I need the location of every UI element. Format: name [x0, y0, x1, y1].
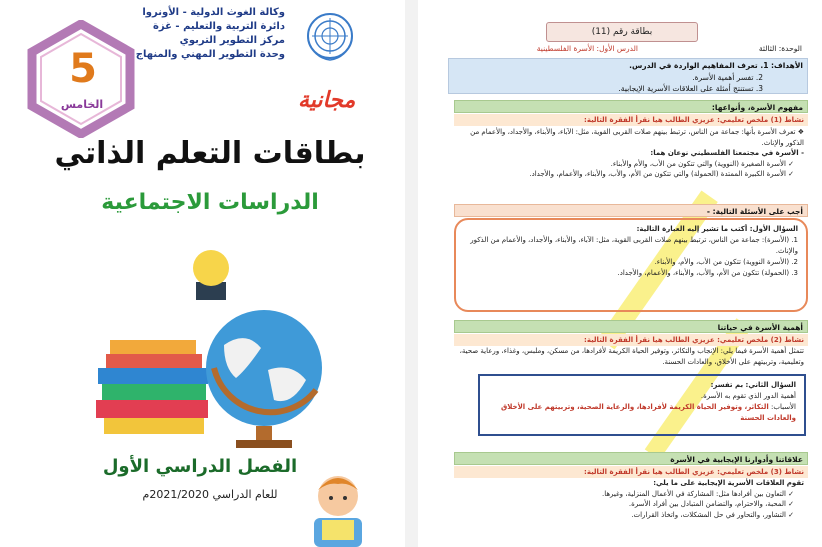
un-emblem-icon: [304, 10, 356, 62]
brand-logo: مجانية: [298, 88, 356, 113]
activity-heading: نشاط (3) ملخص تعليمي: عزيزي الطالب هيا نقرأ الفقرة التالية:: [454, 466, 808, 478]
section-heading: أهمية الأسرة في حياتنا: [454, 320, 808, 333]
list-item: ✓ التعاون بين أفرادها مثل: المشاركة في الأعمال المنزلية، وغيرها.: [601, 489, 794, 498]
goal-item: الأهداف: 1. تعرف المفاهيم الواردة في الدرس.: [629, 61, 803, 70]
list-item: ✓ التشاور، والتحاور في حل المشكلات، واتخاذ القرارات.: [631, 510, 794, 519]
question-title: السؤال الثاني: بم تفسر:: [710, 381, 796, 389]
answer-label: الأسباب: [773, 403, 796, 411]
org-line: دائرة التربية والتعليم - غزة: [153, 21, 285, 32]
question-item: 2. (الأسرة النووية) تتكون من الأب، والأم، والأبناء.: [654, 258, 798, 266]
answer-text: التكاثر، وتوفير الحياة الكريمة لأفرادها، والرعاية الصحية، وتربيتهم على الأخلاق والعادات الحسنة: [500, 403, 796, 422]
cover-subject: الدراسات الاجتماعية: [101, 190, 319, 215]
card-title: بطاقة رقم (11): [546, 22, 698, 42]
goal-item: 3. تستنتج أمثلة على العلاقات الأسرية الإيجابية.: [618, 84, 763, 93]
reading-child-illustration: [298, 470, 378, 547]
paragraph: - الأسرة في مجتمعنا الفلسطيني نوعان هما:: [650, 149, 804, 157]
paragraph: ✓ الأسرة الصغيرة (النووية) والتي تتكون من الأب، والأم والأبناء.: [610, 159, 794, 168]
list-item: ✓ المحبة، والاحترام، والتضامن المتبادل بين أفراد الأسرة.: [628, 500, 794, 508]
grade-number: 5: [69, 46, 97, 92]
goal-item: 2. تفسر أهمية الأسرة.: [692, 72, 763, 82]
lesson-label: الدرس الأول: الأسرة الفلسطينية: [536, 44, 638, 53]
question-item: 1. (الأسرة): جماعة من الناس، ترتبط بينهم صلات القربى القوية، مثل: الآباء، والأبناء، والأجداد، والأعمام من الذكور والإناث.: [470, 236, 798, 255]
section-heading: مفهوم الأسرة، وأنواعها:: [454, 100, 808, 113]
unit-label: الوحدة: الثالثة: [758, 44, 802, 53]
activity-text: [454, 478, 808, 520]
lesson-page: [418, 0, 822, 547]
question-title: السؤال الأول: أكتب ما تشير إليه العبارة التالية:: [636, 225, 798, 233]
activity-heading: نشاط (2) ملخص تعليمي: عزيزي الطالب هيا نقرأ الفقرة التالية:: [454, 334, 808, 346]
cover-page: [0, 0, 406, 547]
books-globe-illustration: [96, 250, 336, 450]
paragraph: ❖ تعرف الأسرة بأنها: جماعة من الناس، ترتبط بينهم صلات القربى القوية، مثل: الآباء، والأبناء، والأجداد، والأعمام من الذكور والإناث.: [470, 128, 804, 147]
paragraph: ✓ الأسرة الكبيرة الممتدة (الحمولة) والتي تتكون من الأم، والأب، والأبناء، والأعمام، والأجداد.: [529, 170, 794, 178]
org-line: مركز التطوير التربوي: [179, 35, 285, 46]
org-line: وحدة التطوير المهني والمنهاج: [135, 49, 285, 60]
paragraph: تقوم العلاقات الأسرية الإيجابية على ما يلي:: [653, 479, 804, 487]
section-heading: علاقاتنا وأدوارنا الإيجابية في الأسرة: [454, 452, 808, 465]
activity-text: [454, 127, 808, 180]
org-line: وكالة الغوث الدولية - الأونروا: [142, 7, 285, 18]
question-subtitle: أهمية الدور الذي تقوم به الأسرة.: [700, 392, 796, 400]
grade-name: الخامس: [60, 98, 104, 111]
organization-header: [136, 6, 285, 62]
lesson-info: [428, 44, 808, 58]
answer-heading: أجب على الأسئلة التالية: -: [454, 204, 808, 217]
goals-box: [448, 58, 808, 94]
question-one-box: [454, 218, 808, 312]
activity-heading: نشاط (1) ملخص تعليمي: عزيزي الطالب هيا نقرأ الفقرة التالية:: [454, 114, 808, 126]
question-item: 3. (الحمولة) تتكون من الأم، والأب، والأبناء، والأعمام، والأجداد.: [617, 269, 798, 277]
semester-label: الفصل الدراسي الأول: [102, 456, 298, 477]
page-divider: [405, 0, 418, 547]
cover-title: بطاقات التعلم الذاتي: [54, 136, 366, 171]
activity-text: تتمثل أهمية الأسرة فيما يلي: الإنجاب والتكاثر، وتوفير الحياة الكريمة لأفرادها، من مسكن، وملبس، وغذاء، ورعاية صحية، وتعليمية، وتربيتهم على الأخلاق، والعادات الحسنة.: [459, 347, 804, 366]
school-year: للعام الدراسي 2021/2020م: [142, 488, 278, 501]
question-two-box: السؤال الثاني: بم تفسر: أهمية الدور الذي تقوم به الأسرة. الأسباب: التكاثر، وتوفير الحياة الكريمة لأفرادها، والرعاية الصحية، وتربيتهم على الأخلاق والعادات الحسنة: [478, 374, 806, 436]
